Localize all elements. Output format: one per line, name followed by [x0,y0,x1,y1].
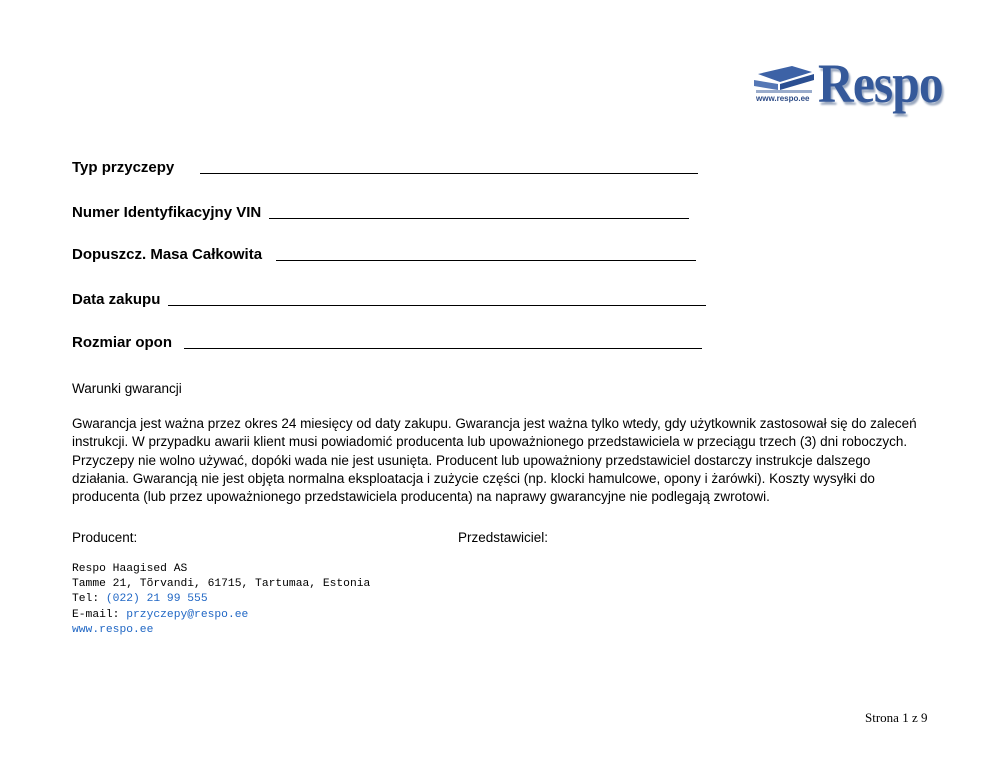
field-tire-size [72,329,702,351]
field-purchase-date [72,286,706,308]
street-address: Tamme 21, Tõrvandi, 61715, Tartumaa, Estonia [72,578,371,591]
company-name: Respo Haagised AS [72,563,188,575]
warranty-line: Gwarancja jest ważna przez okres 24 miesięcy od daty zakupu. Gwarancja jest ważna tylko wtedy, gdy użytkownik zastosował się do zaleceń [72,416,917,431]
field-gross-weight [72,241,696,263]
warranty-heading: Warunki gwarancji [72,381,182,396]
representative-label: Przedstawiciel: [458,530,549,545]
field-label: Numer Identyfikacyjny VIN [72,204,262,221]
field-label: Rozmiar opon [72,334,172,351]
phone-link[interactable]: (022) 21 99 555 [105,593,208,606]
phone-row [72,592,370,607]
field-label: Typ przyczepy [72,159,175,176]
email-row [72,608,370,623]
field-label: Dopuszcz. Masa Całkowita [72,246,263,263]
email-link[interactable]: przyczepy@respo.ee [126,608,249,621]
producer-address [72,562,370,638]
page-number: Strona 1 z 9 [865,710,928,725]
warranty-line: producenta (lub przez upoważnionego przedstawiciela producenta) na naprawy gwarancyjne nie podlegają zwrotowi. [72,489,770,505]
fill-line[interactable] [276,260,696,261]
producer-label: Producent: [72,530,138,545]
logo-url: www.respo.ee [756,94,810,103]
field-trailer-type [72,154,698,176]
warranty-line: Przyczepy nie wolno używać, dopóki wada nie jest usunięta. Producent lub upoważniony przedstawiciel dostarczy instrukcje dalszego [72,452,871,468]
fill-line[interactable] [168,305,706,306]
logo-wordmark: Respo [818,53,943,114]
fill-line[interactable] [269,218,689,219]
field-label: Data zakupu [72,291,161,308]
warranty-line: instrukcji. W przypadku awarii klient musi powiadomić producenta lub upoważnionego przedstawiciela w przeciągu trzech (3) dni roboczych. [72,434,908,450]
fill-line[interactable] [184,348,702,349]
phone-label: Tel: [72,593,100,606]
field-vin [72,199,689,221]
respo-logo [752,53,958,126]
website-link[interactable]: www.respo.ee [72,623,154,636]
warranty-text [72,415,962,506]
fill-line[interactable] [200,173,698,174]
warranty-line: działania. Gwarancją nie jest objęta normalna eksploatacja i zużycie części (np. klocki hamulcowe, opony i żarówki). Koszty wysyłki do [72,470,875,486]
email-label: E-mail: [72,608,120,621]
